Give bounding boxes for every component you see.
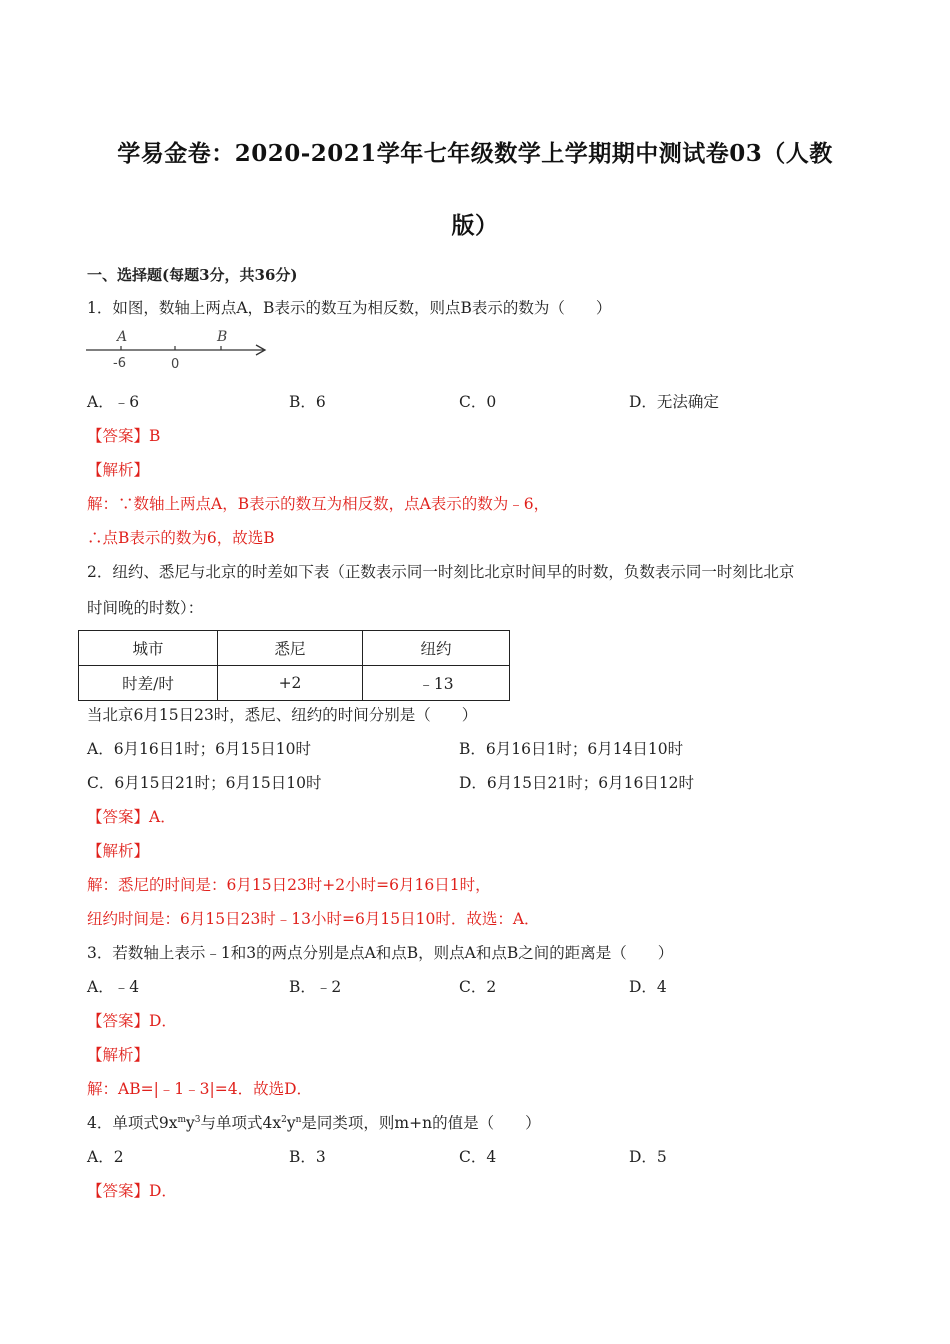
q4-exponent: n bbox=[295, 1114, 302, 1125]
q1-answer: 【答案】B bbox=[87, 427, 161, 445]
q3-option-d: D．4 bbox=[629, 978, 667, 996]
q1-option-a: A．﹣6 bbox=[87, 393, 140, 411]
q2-stem-line-1: 2．纽约、悉尼与北京的时差如下表（正数表示同一时刻比北京时间早的时数，负数表示同一时刻比北京 bbox=[87, 563, 795, 581]
table-cell: ﹣13 bbox=[363, 666, 510, 701]
section-heading: 一、选择题(每题3分，共36分) bbox=[87, 266, 298, 284]
q4-answer: 【答案】D． bbox=[87, 1182, 177, 1200]
q4-exponent: 2 bbox=[281, 1114, 287, 1125]
q4-stem-part: y bbox=[286, 1114, 296, 1132]
time-difference-table bbox=[78, 630, 510, 701]
tick-label-a: -6 bbox=[113, 356, 126, 371]
q2-solution-line-2: 纽约时间是：6月15日23时﹣13小时=6月15日10时．故选：A． bbox=[87, 910, 540, 928]
q2-option-d: D．6月15日21时；6月16日12时 bbox=[459, 774, 695, 792]
q2-option-b: B．6月16日1时；6月14日10时 bbox=[459, 740, 684, 758]
q4-option-a: A．2 bbox=[87, 1148, 124, 1166]
q4-option-d: D．5 bbox=[629, 1148, 667, 1166]
q4-stem bbox=[87, 1113, 541, 1133]
q3-option-c: C．2 bbox=[459, 978, 497, 996]
q4-stem-part: y bbox=[186, 1114, 195, 1132]
q4-exponent: 3 bbox=[194, 1114, 201, 1125]
q2-stem-line-2: 时间晚的时数）： bbox=[87, 599, 204, 617]
q2-solution-line-1: 解：悉尼的时间是：6月15日23时+2小时=6月16日1时， bbox=[87, 876, 491, 894]
table-header-cell: 悉尼 bbox=[218, 631, 363, 666]
q2-option-a: A．6月16日1时；6月15日10时 bbox=[87, 740, 311, 758]
q1-option-d: D．无法确定 bbox=[629, 393, 719, 411]
q4-stem-part: 与单项式4x bbox=[200, 1114, 282, 1132]
q4-exponent: m bbox=[177, 1114, 187, 1125]
table-row bbox=[79, 631, 510, 666]
table-cell: 时差/时 bbox=[79, 666, 218, 701]
q4-option-c: C．4 bbox=[459, 1148, 497, 1166]
q4-stem-part: 是同类项，则m+n的值是（ ） bbox=[301, 1114, 541, 1132]
q1-stem: 1．如图，数轴上两点A，B表示的数互为相反数，则点B表示的数为（ ） bbox=[87, 299, 612, 317]
q1-solution-line-1: 解：∵数轴上两点A，B表示的数互为相反数，点A表示的数为﹣6， bbox=[87, 495, 550, 513]
q1-option-c: C．0 bbox=[459, 393, 497, 411]
q1-solution-line-2: ∴点B表示的数为6，故选B bbox=[87, 529, 275, 547]
q3-analysis-label: 【解析】 bbox=[87, 1046, 150, 1064]
q3-option-a: A．﹣4 bbox=[87, 978, 140, 996]
q3-stem: 3．若数轴上表示﹣1和3的两点分别是点A和点B，则点A和点B之间的距离是（ ） bbox=[87, 944, 674, 962]
q1-analysis-label: 【解析】 bbox=[87, 461, 150, 479]
q3-answer: 【答案】D． bbox=[87, 1012, 177, 1030]
table-row bbox=[79, 666, 510, 701]
q4-stem-part: 4．单项式9x bbox=[87, 1114, 178, 1132]
q2-question: 当北京6月15日23时，悉尼、纽约的时间分别是（ ） bbox=[87, 706, 478, 724]
q1-number-line-figure bbox=[84, 325, 274, 375]
q3-option-b: B．﹣2 bbox=[289, 978, 342, 996]
label-b: B bbox=[217, 329, 228, 345]
doc-title-line-1: 学易金卷：2020-2021学年七年级数学上学期期中测试卷03（人教 bbox=[117, 140, 833, 167]
table-header-cell: 城市 bbox=[79, 631, 218, 666]
table-cell: +2 bbox=[218, 666, 363, 701]
q4-option-b: B．3 bbox=[289, 1148, 326, 1166]
table-header-cell: 纽约 bbox=[363, 631, 510, 666]
doc-title-line-2: 版） bbox=[451, 212, 499, 239]
q2-answer: 【答案】A． bbox=[87, 808, 176, 826]
q2-analysis-label: 【解析】 bbox=[87, 842, 150, 860]
q2-option-c: C．6月15日21时；6月15日10时 bbox=[87, 774, 322, 792]
label-a: A bbox=[117, 329, 128, 345]
tick-label-zero: 0 bbox=[171, 357, 180, 372]
q3-solution: 解：AB=|﹣1﹣3|=4．故选D． bbox=[87, 1080, 313, 1098]
q1-option-b: B．6 bbox=[289, 393, 326, 411]
